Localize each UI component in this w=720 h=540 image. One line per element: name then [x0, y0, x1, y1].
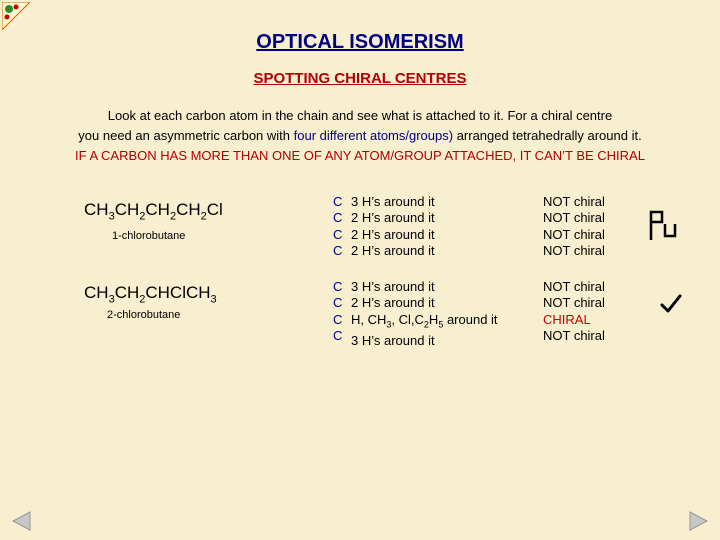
formula-subscript: 2 — [139, 293, 146, 306]
desc-subscript: 2 — [423, 319, 429, 330]
next-slide-icon — [688, 510, 710, 532]
intro-paragraph — [0, 106, 720, 146]
intro-line-2 — [0, 126, 720, 146]
status-column-2 — [543, 279, 605, 345]
carbon-label: C — [333, 194, 343, 209]
formula-part: CHClCH — [145, 283, 211, 302]
chirality-status: NOT chiral — [543, 243, 605, 259]
formula-1 — [84, 200, 223, 222]
carbon-label: C — [333, 328, 343, 344]
carbon-column-1 — [333, 194, 342, 260]
desc-part: H — [428, 311, 439, 327]
formula-subscript: 2 — [200, 210, 207, 223]
previous-slide-icon — [10, 510, 32, 532]
rule-statement: IF A CARBON HAS MORE THAN ONE OF ANY ATOM/GROUP ATTACHED, IT CAN’T BE CHIRAL — [75, 148, 645, 163]
status-column-1 — [543, 194, 605, 260]
compound-name-2: 2-chlorobutane — [107, 309, 181, 321]
carbon-description: 2 H’s around it — [351, 295, 435, 311]
formula-part: CH — [84, 283, 109, 302]
formula-subscript: 2 — [169, 210, 177, 223]
chirality-status: NOT chiral — [543, 194, 605, 209]
intro-line-1: Look at each carbon atom in the chain and see what is attached to it. For a chiral centre — [107, 108, 613, 123]
desc-part: , Cl,C — [391, 311, 424, 327]
carbon-description: 3 H’s around it — [351, 332, 435, 348]
formula-part: CH — [145, 200, 170, 219]
formula-part: CH — [176, 200, 201, 219]
formula-part: CH — [114, 283, 140, 302]
carbon-label: C — [333, 226, 343, 242]
desc-subscript: 3 — [386, 319, 392, 330]
desc-part: around it — [446, 311, 498, 327]
carbon-description-chiral — [351, 312, 498, 333]
formula-subscript: 3 — [108, 293, 115, 306]
chirality-status-chiral: CHIRAL — [543, 311, 591, 327]
formula-subscript: 3 — [210, 293, 217, 306]
compound-name-1: 1-chlorobutane — [112, 230, 186, 242]
chirality-status: NOT chiral — [543, 279, 605, 294]
carbon-label: C — [333, 210, 343, 226]
carbon-label: C — [333, 295, 343, 311]
carbon-description: 3 H’s around it — [351, 194, 435, 209]
logo-icon — [2, 2, 30, 30]
carbon-label: C — [333, 311, 343, 327]
carbon-description: 2 H’s around it — [351, 210, 435, 226]
intro-highlight: four different atoms/groups) — [293, 128, 454, 143]
intro-line-2-start: you need an asymmetric carbon with — [78, 128, 294, 143]
chirality-status: NOT chiral — [543, 226, 605, 242]
formula-subscript: 2 — [139, 210, 146, 223]
page-subtitle: SPOTTING CHIRAL CENTRES — [253, 70, 467, 87]
chirality-status: NOT chiral — [543, 295, 605, 311]
carbon-column-2 — [333, 279, 342, 345]
checkmark-icon — [660, 294, 682, 319]
desc-part: H, CH — [351, 311, 387, 327]
formula-subscript: 3 — [108, 210, 115, 223]
carbon-label: C — [333, 243, 343, 259]
carbon-label: C — [333, 279, 343, 294]
carbon-description: 3 H’s around it — [351, 279, 435, 294]
next-slide-button[interactable] — [688, 510, 710, 537]
formula-2 — [84, 283, 217, 305]
previous-slide-button[interactable] — [10, 510, 32, 537]
description-column-1 — [351, 194, 435, 260]
carbon-description: 2 H’s around it — [351, 226, 435, 242]
desc-subscript: 5 — [438, 319, 444, 330]
chirality-status: NOT chiral — [543, 210, 605, 226]
formula-part: CH — [84, 200, 109, 219]
logo — [2, 2, 30, 30]
chirality-status: NOT chiral — [543, 328, 605, 344]
carbon-description: 2 H’s around it — [351, 243, 435, 259]
formula-part: CH — [114, 200, 140, 219]
intro-line-2-end: arranged tetrahedrally around it. — [453, 128, 642, 143]
page-title: OPTICAL ISOMERISM — [256, 31, 464, 53]
description-column-2 — [351, 279, 498, 349]
formula-part: Cl — [206, 200, 223, 219]
not-chiral-symbol-icon — [648, 208, 678, 247]
